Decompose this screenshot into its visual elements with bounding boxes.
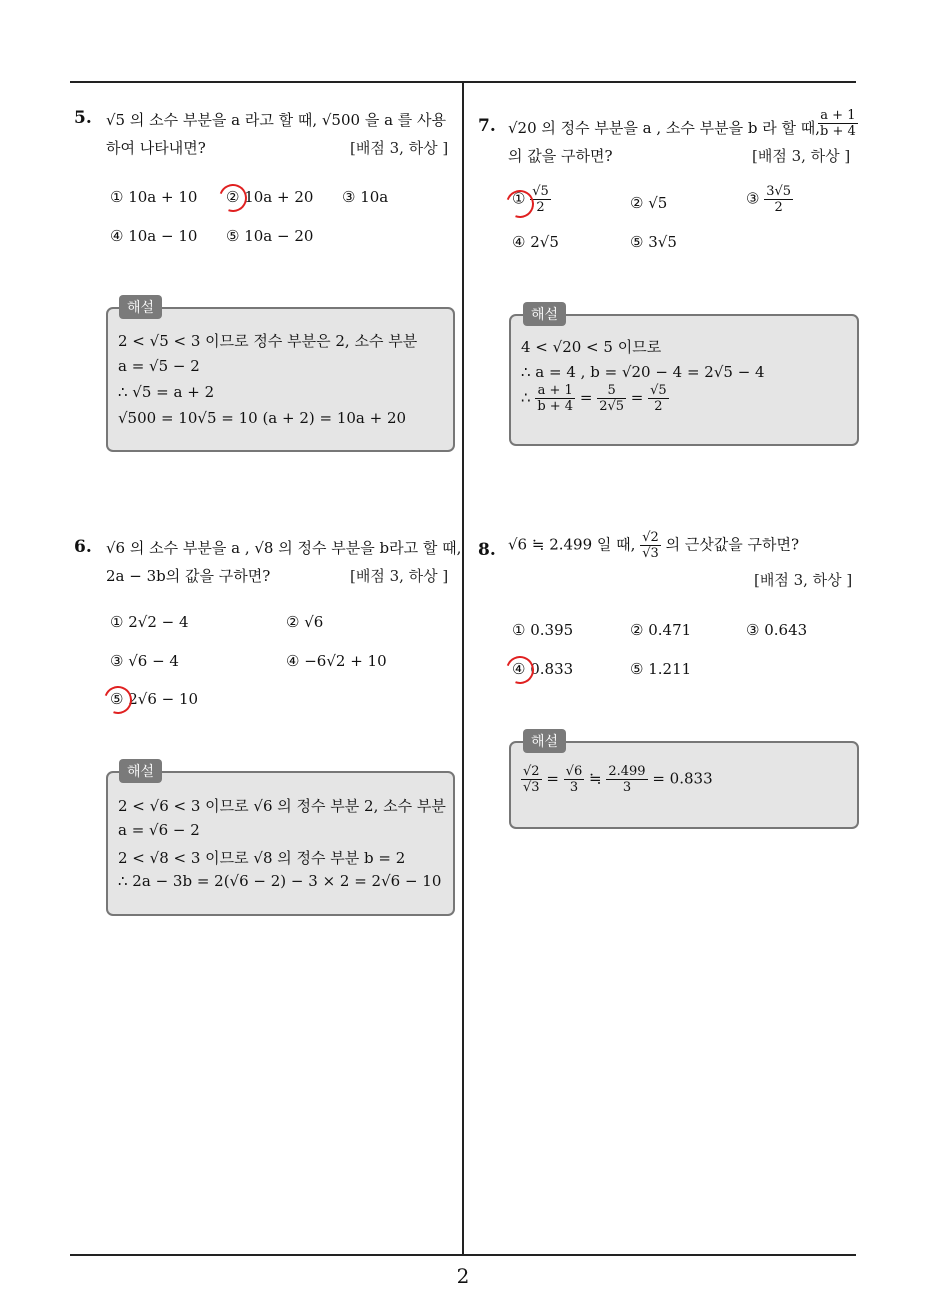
question-line: 2a − 3b의 값을 구하면? xyxy=(106,567,271,585)
score-meta: [배점 3, 하상 ] xyxy=(350,139,449,157)
choice-3[interactable]: ③ 0.643 xyxy=(746,621,808,639)
choice-5[interactable]: ⑤ 3√5 xyxy=(630,233,677,251)
fraction-denominator: √3 xyxy=(642,546,659,561)
fraction-numerator: a + 1 xyxy=(535,383,575,399)
bottom-rule xyxy=(70,1254,856,1256)
choice-number: ③ xyxy=(746,189,760,208)
fraction-denominator: 2 xyxy=(774,200,783,215)
answer-mark-icon xyxy=(501,651,538,688)
column-divider xyxy=(462,83,464,1256)
fraction-denominator: 2 xyxy=(654,399,663,414)
problem-number: 6. xyxy=(74,537,92,557)
choice-4[interactable]: ④ 10a − 10 xyxy=(110,227,198,245)
choice-2[interactable]: ② 10a + 20 xyxy=(226,188,314,206)
fraction-denominator: 3 xyxy=(622,780,632,795)
solution-line: 2 < √8 < 3 이므로 √8 의 정수 부분 b = 2 xyxy=(118,849,406,867)
question-line: √5 의 소수 부분을 a 라고 할 때, √500 을 a 를 사용 xyxy=(106,111,447,129)
question-line: √20 의 정수 부분을 a , 소수 부분을 b 라 할 때, xyxy=(508,119,821,137)
solution-line: ∴ a = 4 , b = √20 − 4 = 2√5 − 4 xyxy=(521,363,765,381)
answer-mark-icon xyxy=(214,179,251,216)
fraction-numerator: 5 xyxy=(597,383,626,399)
solution-line: $\frac{√2}{√3}$ = $\frac{√6}{3}$ ≒ $\frac{2.499}{3}$ = 0.833 xyxy=(523,764,713,795)
choice-1[interactable]: ① 2√2 − 4 xyxy=(110,613,189,631)
answer-mark-icon xyxy=(99,681,136,718)
solution-line: √500 = 10√5 = 10 (a + 2) = 10a + 20 xyxy=(118,409,407,427)
solution-line: a = √5 − 2 xyxy=(118,357,200,375)
score-meta: [배점 3, 하상 ] xyxy=(752,147,851,165)
solution-label: 해설 xyxy=(523,302,566,326)
fraction-denominator: 2√5 xyxy=(599,399,625,414)
choice-3[interactable]: ③ 10a xyxy=(342,188,389,206)
solution-line: a = √6 − 2 xyxy=(118,821,200,839)
solution-box xyxy=(106,771,455,916)
therefore-symbol: ∴ xyxy=(521,388,531,407)
fraction-numerator: √2 xyxy=(642,530,659,545)
choice-5[interactable]: ⑤ 10a − 20 xyxy=(226,227,314,245)
choice-3[interactable] xyxy=(746,184,793,215)
fraction-denominator: √3 xyxy=(523,780,540,795)
choice-5[interactable]: ⑤ 2√6 − 10 xyxy=(110,690,199,708)
choice-5[interactable]: ⑤ 1.211 xyxy=(630,660,692,678)
score-meta: [배점 3, 하상 ] xyxy=(754,571,853,589)
solution-line: ∴ 2a − 3b = 2(√6 − 2) − 3 × 2 = 2√6 − 10 xyxy=(118,872,442,890)
question-text: 의 근삿값을 구하면? xyxy=(665,535,800,554)
fraction-denominator: 3 xyxy=(569,780,579,795)
question-line xyxy=(508,530,799,561)
fraction-numerator: √5 xyxy=(532,184,549,199)
solution-line: ∴ $\frac{a + 1}{b + 4}$ = $\frac{5}{2√5}$ = $\frac{√5}{2}$ xyxy=(521,383,667,414)
choice-4[interactable]: ④ −6√2 + 10 xyxy=(286,652,387,670)
solution-label: 해설 xyxy=(119,759,162,783)
fraction-numerator: a + 1 xyxy=(818,108,858,124)
fraction-numerator: √2 xyxy=(523,764,540,779)
choice-2[interactable]: ② √6 xyxy=(286,613,324,631)
fraction-numerator: √6 xyxy=(565,764,583,779)
fraction-denominator: 2 xyxy=(536,200,545,215)
fraction-numerator: √5 xyxy=(650,383,667,398)
problem-number: 5. xyxy=(74,108,92,128)
solution-line: 2 < √5 < 3 이므로 정수 부분은 2, 소수 부분 xyxy=(118,332,418,350)
problem-number: 7. xyxy=(478,116,496,136)
solution-box xyxy=(106,307,455,452)
choice-4[interactable]: ④ 0.833 xyxy=(512,660,574,678)
choice-4[interactable]: ④ 2√5 xyxy=(512,233,559,251)
solution-line: 2 < √6 < 3 이므로 √6 의 정수 부분 2, 소수 부분 xyxy=(118,797,446,815)
score-meta: [배점 3, 하상 ] xyxy=(350,567,449,585)
solution-label: 해설 xyxy=(523,729,566,753)
choice-number: ① xyxy=(512,189,526,208)
choice-1[interactable]: ① 0.395 xyxy=(512,621,574,639)
solution-result: = 0.833 xyxy=(652,769,713,788)
solution-line: ∴ √5 = a + 2 xyxy=(118,383,215,401)
question-line: 의 값을 구하면? xyxy=(508,147,613,165)
fraction-numerator: 2.499 xyxy=(608,764,646,779)
choice-1[interactable]: ① 10a + 10 xyxy=(110,188,198,206)
problem-number: 8. xyxy=(478,540,496,560)
fraction-denominator: b + 4 xyxy=(820,124,856,139)
page-number: 2 xyxy=(456,1264,470,1288)
question-fraction xyxy=(818,108,858,139)
choice-3[interactable]: ③ √6 − 4 xyxy=(110,652,179,670)
fraction-denominator: b + 4 xyxy=(537,399,574,414)
fraction-numerator: 3√5 xyxy=(766,184,792,199)
question-line: √6 의 소수 부분을 a , √8 의 정수 부분을 b라고 할 때, xyxy=(106,539,462,557)
solution-line: 4 < √20 < 5 이므로 xyxy=(521,338,662,356)
choice-2[interactable]: ② √5 xyxy=(630,194,668,212)
question-text: √6 ≒ 2.499 일 때, xyxy=(508,535,636,554)
choice-2[interactable]: ② 0.471 xyxy=(630,621,692,639)
solution-label: 해설 xyxy=(119,295,162,319)
question-line: 하여 나타내면? xyxy=(106,139,206,157)
